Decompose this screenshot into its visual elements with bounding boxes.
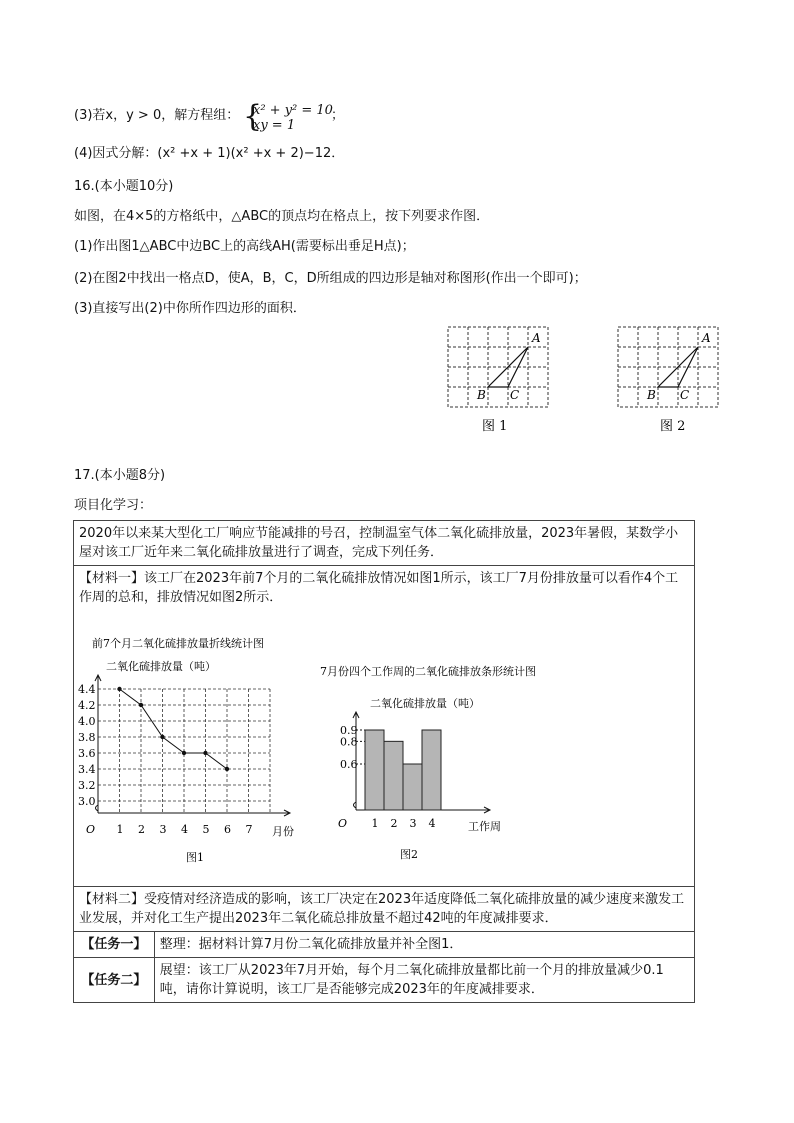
q16-part3: (3)直接写出(2)中你所作四边形的面积．: [74, 301, 306, 316]
equation-system: { x² + y² = 10 xy = 1: [243, 99, 333, 134]
q15-part4: (4)因式分解：(x² +x + 1)(x² +x + 2)−12．: [74, 146, 345, 161]
chart1-ytick-label: 3.4: [78, 763, 96, 776]
q16-part2: (2)在图2中找出一格点D，使A，B，C，D所组成的四边形是轴对称图形(作出一个即可)；: [74, 271, 587, 286]
chart2-bars: [365, 730, 441, 810]
grid-figure-1: [440, 322, 560, 437]
chart1-caption: 图1: [186, 851, 204, 864]
chart2-xtick-label: 1: [371, 817, 379, 830]
label-b: B: [647, 388, 656, 402]
chart2-ytick-label: 0.6: [340, 758, 358, 771]
q16-header: 16.(本小题10分): [74, 179, 174, 194]
chart2-title: 7月份四个工作周的二氧化硫排放条形统计图: [320, 665, 536, 678]
chart2-bar: [422, 730, 441, 810]
task-1-label: 【任务一】: [74, 932, 155, 958]
chart1-series: [117, 687, 229, 771]
chart1-ytick-label: 4.4: [78, 683, 96, 696]
chart1-point: [139, 703, 143, 707]
chart1-xtick-label: 2: [138, 823, 145, 836]
chart1-xtick-label: 6: [224, 823, 231, 836]
bar-chart: [318, 660, 568, 865]
label-c: C: [680, 388, 690, 402]
chart1-ytick-label: 4.0: [78, 715, 96, 728]
chart2-origin: O: [338, 817, 348, 830]
chart1-point: [182, 751, 186, 755]
chart1-ylabel: 二氧化硫排放量（吨）: [106, 660, 216, 673]
chart1-xtick-label: 3: [159, 823, 167, 836]
chart2-bar: [365, 730, 384, 810]
task-1-text: 整理：据材料计算7月份二氧化硫排放量并补全图1．: [154, 932, 694, 958]
project-intro: 2020年以来某大型化工厂响应节能减排的号召，控制温室气体二氧化硫排放量，2023年暑假，某数学小屋对该工厂近年来二氧化硫排放量进行了调查，完成下列任务．: [74, 521, 695, 566]
chart1-ytick-label: 4.2: [78, 699, 96, 712]
material-2: 【材料二】受疫情对经济造成的影响，该工厂决定在2023年适度降低二氧化硫排放量的减少速度来激发工业发展，并对化工生产提出2023年二氧化硫总排放量不超过42吨的年度减排要求．: [74, 887, 695, 932]
equation-1: x² + y² = 10: [253, 103, 333, 118]
material-1: 【材料一】该工厂在2023年前7个月的二氧化硫排放情况如图1所示，该工厂7月份排放量可以看作4个工作周的总和，排放情况如图2所示．: [79, 571, 679, 605]
chart1-title: 前7个月二氧化硫排放量折线统计图: [92, 637, 264, 650]
chart2-xtick-label: 4: [428, 817, 436, 830]
task-2-text: 展望：该工厂从2023年7月开始，每个月二氧化硫排放量都比前一个月的排放量减少0.1吨，请你计算说明，该工厂是否能够完成2023年的年度减排要求．: [154, 958, 694, 1003]
chart1-ytick-label: 3.6: [78, 747, 96, 760]
q16-part1: (1)作出图1△ABC中边BC上的高线AH(需要标出垂足H点)；: [74, 239, 415, 254]
q15-part3-suffix: ；: [331, 108, 345, 123]
q16-intro: 如图，在4×5的方格纸中，△ABC的顶点均在格点上，按下列要求作图．: [74, 209, 490, 224]
chart2-ylabel: 二氧化硫排放量（吨）: [370, 697, 480, 710]
chart2-bar: [384, 741, 403, 810]
equation-2: xy = 1: [253, 118, 296, 133]
chart1-xtick-label: 4: [181, 823, 188, 836]
label-b: B: [477, 388, 486, 402]
q17-subtitle: 项目化学习：: [74, 498, 153, 513]
grid2-caption: 图 2: [660, 419, 686, 434]
chart1-xtick-label: 5: [202, 823, 210, 836]
chart1-ytick-label: 3.8: [78, 731, 96, 744]
chart1-xlabel: 月份: [272, 825, 294, 838]
task-2-label: 【任务二】: [74, 958, 155, 1003]
chart1-xtick-label: 1: [116, 823, 124, 836]
chart1-point: [203, 751, 207, 755]
q17-header: 17.(本小题8分): [74, 468, 166, 483]
chart2-ytick-label: 0.8: [340, 735, 358, 749]
chart2-xtick-label: 3: [409, 817, 417, 830]
chart1-axes: [95, 675, 290, 816]
chart1-point: [117, 687, 121, 691]
chart1-point: [225, 767, 229, 771]
label-a: A: [532, 331, 541, 345]
chart2-xlabel: 工作周: [468, 820, 501, 833]
chart2-bar: [403, 764, 422, 810]
chart2-ytick-label: 0.9: [340, 724, 358, 737]
line-chart: [78, 633, 318, 868]
chart1-origin: O: [86, 823, 96, 836]
grid-figure-2: [610, 322, 730, 437]
chart2-xtick-label: 2: [390, 817, 398, 830]
grid1-caption: 图 1: [482, 419, 508, 434]
chart1-ytick-label: 3.0: [78, 795, 96, 808]
chart1-series-line: [120, 689, 228, 769]
chart1-ytick-label: 3.2: [78, 779, 96, 792]
chart1-xtick-label: 7: [245, 823, 253, 836]
label-a: A: [702, 331, 711, 345]
q15-part3: (3)若x，y > 0，解方程组：: [74, 108, 240, 123]
label-c: C: [510, 388, 520, 402]
chart2-caption: 图2: [400, 848, 418, 861]
chart1-point: [160, 735, 164, 739]
